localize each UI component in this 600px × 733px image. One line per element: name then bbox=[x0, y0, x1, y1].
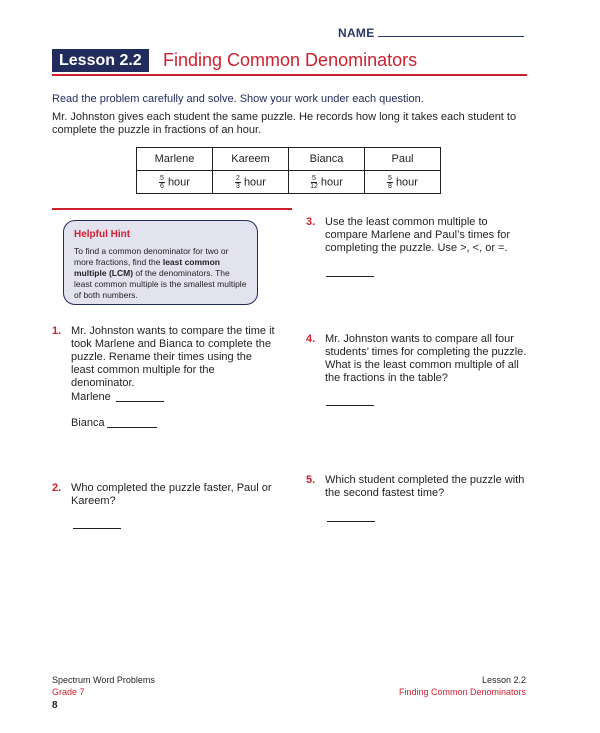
question-5-text: Which student completed the puzzle with the second fastest time? bbox=[325, 474, 525, 499]
table-cell bbox=[289, 171, 365, 194]
numerator: 5 bbox=[388, 174, 392, 182]
question-1-text: Mr. Johnston wants to compare the time it took Marlene and Bianca to complete the puzzle. Rename their times using the least common multiple for the denominator. bbox=[71, 325, 275, 389]
lesson-tag: Lesson 2.2 bbox=[52, 49, 149, 72]
unit: hour bbox=[320, 175, 343, 188]
lesson-title: Finding Common Denominators bbox=[163, 50, 418, 70]
answer-line-bianca[interactable] bbox=[107, 427, 157, 428]
table-header-cell: Bianca bbox=[289, 148, 365, 171]
instructions: Read the problem carefully and solve. Show your work under each question. bbox=[52, 93, 424, 105]
name-answer-line[interactable] bbox=[378, 36, 524, 37]
answer-line-q2[interactable] bbox=[73, 528, 121, 529]
hint-text-part: To find a common denominator for two or more fractions, find the bbox=[74, 246, 229, 267]
table-header-cell: Kareem bbox=[213, 148, 289, 171]
numerator: 5 bbox=[160, 174, 164, 182]
hint-text-part: of the denominators. The least common multiple is the smallest multiple of both numbers. bbox=[74, 268, 247, 300]
footer-lesson: Lesson 2.2 bbox=[481, 675, 526, 685]
footer-book-title: Spectrum Word Problems bbox=[52, 675, 155, 685]
unit: hour bbox=[167, 175, 190, 188]
numerator: 5 bbox=[312, 174, 316, 182]
question-3-text: Use the least common multiple to compare Marlene and Paul’s times for completing the puzzle. Use >, <, or =. bbox=[325, 216, 511, 254]
question-2-text: Who completed the puzzle faster, Paul or Kareem? bbox=[71, 482, 272, 507]
fraction bbox=[310, 175, 318, 190]
title-divider bbox=[52, 74, 527, 76]
table-cell bbox=[365, 171, 441, 194]
denominator: 12 bbox=[310, 182, 318, 190]
unit: hour bbox=[395, 175, 418, 188]
table-header-cell: Paul bbox=[365, 148, 441, 171]
table-header-row bbox=[137, 148, 441, 171]
answer-line-marlene[interactable] bbox=[116, 401, 164, 402]
hint-text bbox=[74, 246, 247, 301]
question-4-number: 4. bbox=[306, 333, 316, 345]
unit: hour bbox=[243, 175, 266, 188]
helpful-hint-box bbox=[63, 220, 258, 305]
section-divider bbox=[52, 208, 292, 210]
fraction bbox=[159, 175, 165, 190]
answer-line-q4[interactable] bbox=[326, 405, 374, 406]
question-4-text: Mr. Johnston wants to compare all four students’ times for completing the puzzle. What is the least common multiple of all the fractions in the table? bbox=[325, 333, 527, 384]
question-2-number: 2. bbox=[52, 482, 62, 494]
numerator: 2 bbox=[236, 174, 240, 182]
hint-bold-term: least common multiple (LCM) bbox=[74, 257, 220, 278]
hint-title: Helpful Hint bbox=[74, 229, 131, 240]
question-1-number: 1. bbox=[52, 325, 62, 337]
denominator: 8 bbox=[388, 182, 392, 190]
table-header-cell: Marlene bbox=[137, 148, 213, 171]
page-number: 8 bbox=[52, 700, 58, 711]
fraction bbox=[235, 175, 241, 190]
denominator: 3 bbox=[236, 182, 240, 190]
table-row bbox=[137, 171, 441, 194]
question-3-number: 3. bbox=[306, 216, 316, 228]
answer-line-q5[interactable] bbox=[327, 521, 375, 522]
table-cell bbox=[137, 171, 213, 194]
answer-label-bianca: Bianca bbox=[71, 417, 105, 429]
footer-topic: Finding Common Denominators bbox=[398, 687, 526, 697]
answer-label-marlene: Marlene bbox=[71, 391, 111, 403]
name-label: NAME bbox=[338, 26, 375, 40]
fraction bbox=[387, 175, 393, 190]
answer-line-q3[interactable] bbox=[326, 276, 374, 277]
problem-intro: Mr. Johnston gives each student the same puzzle. He records how long it takes each student to complete the puzzle in fractions of an hour. bbox=[52, 111, 517, 136]
times-table bbox=[136, 147, 441, 194]
table-cell bbox=[213, 171, 289, 194]
denominator: 6 bbox=[160, 182, 164, 190]
question-5-number: 5. bbox=[306, 474, 316, 486]
footer-grade: Grade 7 bbox=[52, 687, 85, 697]
